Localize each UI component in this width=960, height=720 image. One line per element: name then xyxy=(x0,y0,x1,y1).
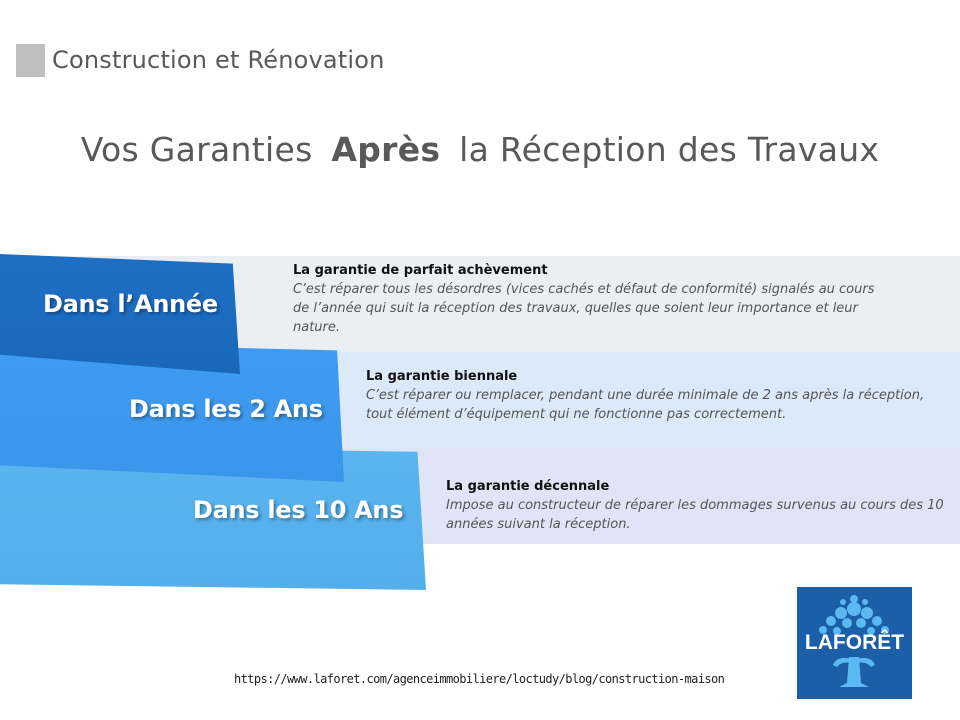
description-heading: La garantie de parfait achèvement xyxy=(293,263,548,278)
header-square-marker xyxy=(16,44,45,77)
title-bold-word: Après xyxy=(331,130,441,169)
description-year xyxy=(293,261,893,337)
title-part-1: Vos Garanties xyxy=(80,130,313,169)
title-part-2: la Réception des Travaux xyxy=(459,130,880,169)
description-heading: La garantie décennale xyxy=(446,479,610,494)
step-label-10-years: Dans les 10 Ans xyxy=(193,496,404,524)
description-body: C’est réparer tous les désordres (vices cachés et défaut de conformité) signalés au cours de l’année qui suit la réception des travaux, quelles que soient leur importance et leur nature. xyxy=(293,282,875,335)
description-body: Impose au constructeur de réparer les dommages survenus au cours des 10 années suivant la réception. xyxy=(446,498,944,532)
page-title xyxy=(0,130,960,169)
section-header: Construction et Rénovation xyxy=(52,46,385,74)
source-url: https://www.laforet.com/agenceimmobiliere/loctudy/blog/construction-maison xyxy=(234,672,725,686)
description-10-years xyxy=(446,477,946,534)
description-body: C’est réparer ou remplacer, pendant une durée minimale de 2 ans après la réception, tout élément d’équipement qui ne fonctionne pas correctement. xyxy=(366,388,925,422)
tree-icon xyxy=(797,587,912,699)
step-label-2-years: Dans les 2 Ans xyxy=(129,395,323,423)
laforet-logo xyxy=(797,587,912,699)
step-label-year: Dans l’Année xyxy=(43,290,218,318)
description-heading: La garantie biennale xyxy=(366,369,518,384)
description-2-years xyxy=(366,367,946,424)
logo-text: LAFORÊT xyxy=(804,631,905,654)
